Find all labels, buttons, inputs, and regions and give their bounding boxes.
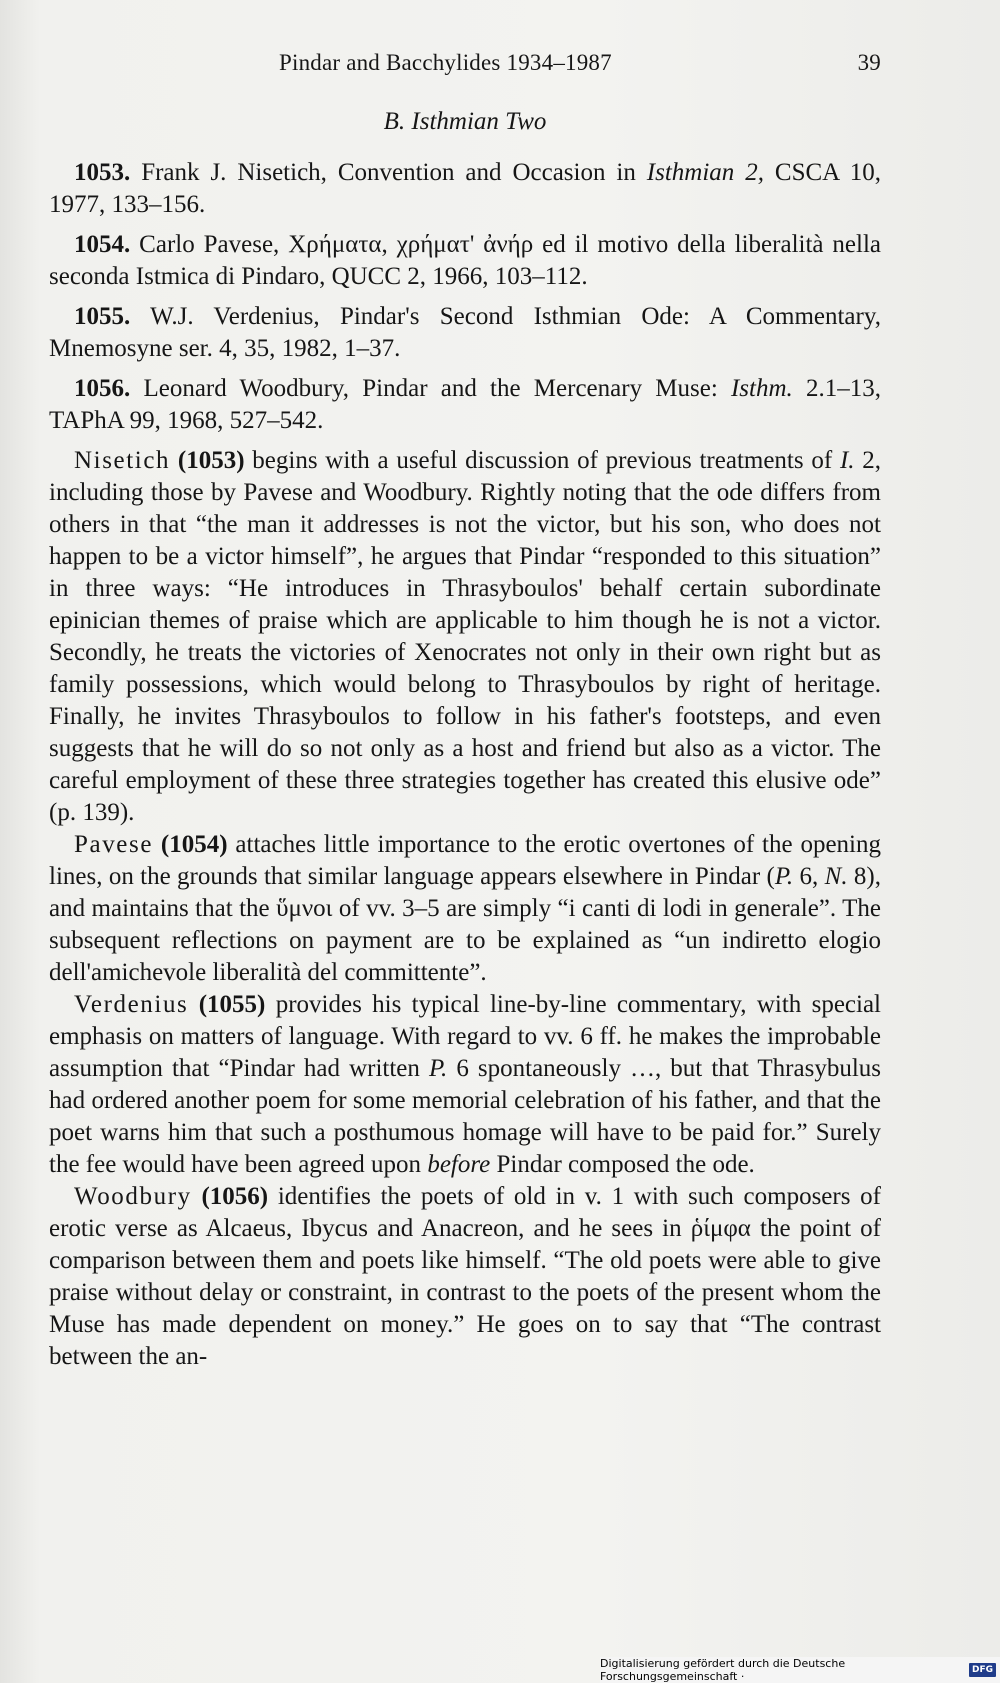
author-name: Pavese [74,831,154,858]
running-head [49,50,881,80]
paragraph-pavese [49,829,881,989]
paragraph-text: 2, including those by Pavese and Woodbury. Rightly noting that the ode differs from others in that “the man it addresses is not the victor, but his son, who does not happen to be a victor himself”, he argues that Pindar “responded to this situation” in three ways: “He introduces in Thrasyboulos' behalf certain subordinate epinician themes of praise which are applicable to him though he is not a victor. Secondly, he treats the victories of Xenocrates not only in their own right but as family possessions, which would belong to Thrasyboulos by right of heritage. Finally, he invites Thrasyboulos to follow in his father's footsteps, and even suggests that he will do so not only as a host and friend but also as a victor. The careful employment of these three strategies together has created this elusive ode” (p. 139). [49,447,882,826]
italic-abbrev: P. [774,863,794,890]
entry-reference: (1053) [177,447,245,474]
section-title: B. Isthmian Two [383,108,547,135]
bibliography-entry-1055 [49,301,881,365]
paragraph-text: attaches little importance to the erotic overtones of the opening lines, on the grounds that similar language appears elsewhere in Pindar ( [49,831,882,890]
body-text [49,157,881,1373]
entry-title-italic: Isthm. [730,375,793,402]
dfg-logo-icon: DFG [969,1663,996,1677]
bibliography-entry-1056 [49,373,881,437]
bibliography-entry-1054 [49,229,881,293]
digitization-note: Digitalisierung gefördert durch die Deutsche Forschungsgemeinschaft · [600,1657,846,1683]
entry-reference: (1055) [198,991,266,1018]
page-number: 39 [857,50,881,75]
author-name: Woodbury [74,1183,192,1210]
digitization-footer [600,1657,1000,1683]
paragraph-text: 6, [793,863,825,890]
entry-title-italic: Isthmian 2, [646,159,764,186]
paragraph-text: 8), and maintains that the ὕμνοι of vv. 3–5 are simply “i canti di lodi in generale”. The subsequent reflections on payment are to be explained as “un indiretto elogio dell'amichevole liberalità del committente”. [49,863,882,986]
paragraph-text: provides his typical line-by-line commentary, with special emphasis on matters of language. With regard to vv. 6 ff. he makes the improbable assumption that “Pindar had written [49,991,882,1082]
entry-text: Carlo Pavese, Χρήματα, χρήματ' ἀνήρ ed il motivo della liberalità nella seconda Istmica di Pindaro, QUCC 2, 1966, 103–112. [49,231,882,290]
italic-abbrev: I. [839,447,855,474]
entry-text-rest: CSCA 10, 1977, 133–156. [49,159,882,218]
paragraph-text: Pindar composed the ode. [490,1151,755,1178]
italic-abbrev: P. [428,1055,448,1082]
paragraph-text: begins with a useful discussion of previous treatments of [244,447,840,474]
entry-number: 1056. [74,375,131,402]
running-title: Pindar and Bacchylides 1934–1987 [279,50,612,75]
entry-number: 1055. [74,303,131,330]
entry-reference: (1054) [160,831,228,858]
paragraph-text: identifies the poets of old in v. 1 with such composers of erotic verse as Alcaeus, Ibycus and Anacreon, and he sees in ῥίμφα the point of comparison between them and poets like himself. “The old poets were able to give praise without delay or constraint, in contrast to the poets of the present whom the Muse has made dependent on money.” He goes on to say that “The contrast between the an- [49,1183,881,1370]
bibliography-entry-1053 [49,157,881,221]
entry-text-rest: 2.1–13, TAPhA 99, 1968, 527–542. [49,375,882,434]
author-name: Nisetich [74,447,171,474]
author-name: Verdenius [74,991,189,1018]
paragraph-text: 6 spontaneously …, but that Thrasybulus had ordered another poem for some memorial celebration of his father, and that the poet warns him that such a posthumous homage will have to be paid for.” Surely the fee would have been agreed upon [49,1055,882,1178]
entry-text: Frank J. Nisetich, Convention and Occasion in [141,159,647,186]
entry-number: 1054. [74,231,131,258]
paragraph-verdenius [49,989,881,1181]
paragraph-nisetich [49,445,881,829]
entry-text: W.J. Verdenius, Pindar's Second Isthmian Ode: A Commentary, Mnemosyne ser. 4, 35, 1982, 1–37. [49,303,881,362]
entry-number: 1053. [74,159,131,186]
italic-abbrev: N. [824,863,848,890]
paragraph-woodbury [49,1181,881,1373]
entry-text: Leonard Woodbury, Pindar and the Mercenary Muse: [143,375,731,402]
italic-emphasis: before [427,1151,491,1178]
entry-reference: (1056) [201,1183,269,1210]
